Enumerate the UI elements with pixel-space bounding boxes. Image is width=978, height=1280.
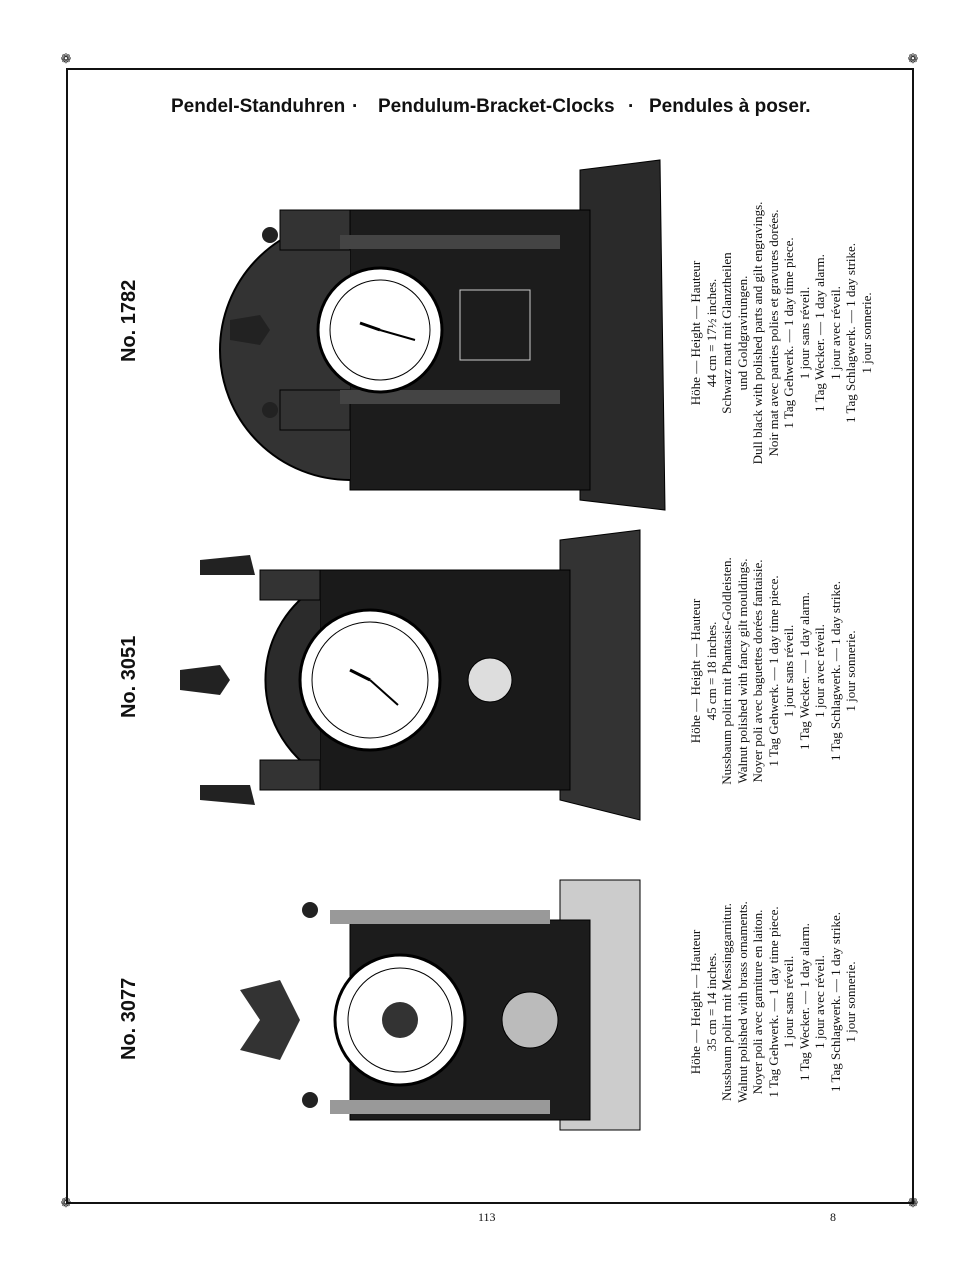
- corner-ornament-icon: ❁: [907, 1195, 919, 1210]
- corner-ornament-icon: ❁: [60, 51, 72, 66]
- title-separator: ·: [628, 96, 635, 117]
- clock-3077-illustration: [240, 880, 640, 1130]
- page-number: 113: [478, 1210, 496, 1224]
- title-french: Pendules à poser.: [649, 96, 811, 117]
- title-separator: ·: [352, 96, 359, 117]
- page-number-secondary: 8: [830, 1210, 836, 1224]
- model-number: No. 1782: [118, 279, 140, 362]
- model-number: No. 3051: [118, 635, 140, 718]
- title-english: Pendulum-Bracket-Clocks: [378, 96, 615, 117]
- item-description: Höhe — Height — Hauteur 45 cm = 18 inches. Nussbaum polirt mit Phantasie-Goldleisten. Walnut polished with fancy gilt mouldings. Noyer poli avec baguettes dorées fantaisie. 1 Tag Gehwerk. — 1 day time piece. 1 jour sans réveil. 1 Tag Wecker. — 1 day alarm. 1 jour avec réveil. 1 Tag Schlagwerk. — 1 day strike. 1 jour sonnerie.: [688, 557, 858, 785]
- item-description: Höhe — Height — Hauteur 44 cm = 17½ inches. Schwarz matt mit Glanztheilen und Goldgravirungen. Dull black with polished parts and gilt engravings. Noir mat avec parties polies et gravures dorées. 1 Tag Gehwerk. — 1 day time piece. 1 jour sans réveil. 1 Tag Wecker. — 1 day alarm. 1 jour avec réveil. 1 Tag Schlagwerk. — 1 day strike. 1 jour sonnerie.: [688, 201, 874, 465]
- model-number: No. 3077: [118, 977, 140, 1060]
- clock-illustrations: [160, 140, 670, 1140]
- corner-ornament-icon: ❁: [60, 1195, 72, 1210]
- clock-3051-illustration: [180, 530, 640, 820]
- title-german: Pendel-Standuhren: [171, 96, 346, 117]
- corner-ornament-icon: ❁: [907, 51, 919, 66]
- clock-1782-illustration: [220, 160, 665, 510]
- item-description: Höhe — Height — Hauteur 35 cm = 14 inches. Nussbaum polirt mit Messinggarnitur. Walnut polished with brass ornaments. Noyer poli avec garniture en laiton. 1 Tag Gehwerk. — 1 day time piece. 1 jour sans réveil. 1 Tag Wecker. — 1 day alarm. 1 jour avec réveil. 1 Tag Schlagwerk. — 1 day strike. 1 jour sonnerie.: [688, 901, 858, 1103]
